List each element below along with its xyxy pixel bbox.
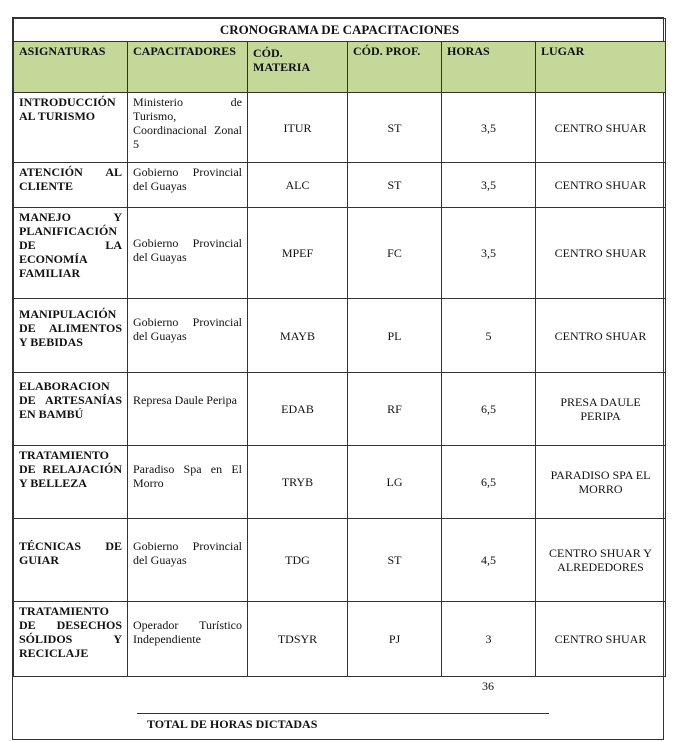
cell-lugar: CENTRO SHUAR [536, 208, 666, 299]
cell-lugar: PRESA DAULE PERIPA [536, 373, 666, 446]
cell-horas: 3,5 [442, 163, 536, 208]
table-row [14, 602, 666, 677]
cell-cod-materia: TDG [248, 519, 348, 602]
cell-horas: 3 [442, 602, 536, 677]
cell-asignatura: MANEJO Y PLANIFICACIÓN DE LA ECONOMÍA FAMILIAR [14, 208, 128, 299]
total-hours-value: 36 [482, 679, 494, 693]
table-row [14, 519, 666, 602]
column-header-cod-materia: CÓD. MATERIA [248, 42, 348, 93]
cell-capacitador: Paradiso Spa en El Morro [128, 446, 248, 519]
cell-lugar: CENTRO SHUAR [536, 93, 666, 163]
cell-cod-prof: ST [348, 163, 442, 208]
total-hours-label: TOTAL DE HORAS DICTADAS [147, 717, 318, 731]
cell-cod-prof: ST [348, 93, 442, 163]
cell-asignatura: ATENCIÓN AL CLIENTE [14, 163, 128, 208]
cell-capacitador: Represa Daule Peripa [128, 373, 248, 446]
table-row [14, 163, 666, 208]
cell-cod-materia: TDSYR [248, 602, 348, 677]
cell-cod-materia: EDAB [248, 373, 348, 446]
cell-lugar: CENTRO SHUAR Y ALREDEDORES [536, 519, 666, 602]
table-row [14, 208, 666, 299]
cell-horas: 4,5 [442, 519, 536, 602]
cell-cod-materia: TRYB [248, 446, 348, 519]
cell-cod-materia: MAYB [248, 299, 348, 373]
column-header-asignaturas: ASIGNATURAS [14, 42, 128, 93]
cell-capacitador: Gobierno Provincial del Guayas [128, 299, 248, 373]
cell-horas: 5 [442, 299, 536, 373]
cell-cod-prof: RF [348, 373, 442, 446]
column-header-horas: HORAS [442, 42, 536, 93]
cell-asignatura: INTRODUCCIÓN AL TURISMO [14, 93, 128, 163]
cell-horas: 6,5 [442, 373, 536, 446]
table-row [14, 93, 666, 163]
cell-cod-prof: FC [348, 208, 442, 299]
cell-cod-prof: ST [348, 519, 442, 602]
cell-asignatura: MANIPULACIÓN DE ALIMENTOS Y BEBIDAS [14, 299, 128, 373]
cell-capacitador: Ministerio de Turismo, Coordinacional Zonal 5 [128, 93, 248, 163]
column-header-cod-prof: CÓD. PROF. [348, 42, 442, 93]
column-header-lugar: LUGAR [536, 42, 666, 93]
table-row [14, 446, 666, 519]
document-title: CRONOGRAMA DE CAPACITACIONES [14, 19, 666, 42]
header-row [14, 42, 666, 93]
cell-horas: 3,5 [442, 93, 536, 163]
cell-capacitador: Gobierno Provincial del Guayas [128, 519, 248, 602]
cell-capacitador: Gobierno Provincial del Guayas [128, 163, 248, 208]
cell-capacitador: Gobierno Provincial del Guayas [128, 208, 248, 299]
schedule-table [13, 18, 666, 677]
column-header-capacitadores: CAPACITADORES [128, 42, 248, 93]
cell-capacitador: Operador Turístico Independiente [128, 602, 248, 677]
table-row [14, 299, 666, 373]
cell-asignatura: TRATAMIENTO DE RELAJACIÓN Y BELLEZA [14, 446, 128, 519]
cell-asignatura: ELABORACION DE ARTESANÍAS EN BAMBÚ [14, 373, 128, 446]
cell-asignatura: TRATAMIENTO DE DESECHOS SÓLIDOS Y RECICLAJE [14, 602, 128, 677]
cell-lugar: CENTRO SHUAR [536, 602, 666, 677]
cell-lugar: CENTRO SHUAR [536, 163, 666, 208]
cell-cod-materia: ALC [248, 163, 348, 208]
cell-asignatura: TÉCNICAS DE GUIAR [14, 519, 128, 602]
cell-cod-prof: LG [348, 446, 442, 519]
cell-cod-prof: PJ [348, 602, 442, 677]
table-row [14, 373, 666, 446]
cell-horas: 3,5 [442, 208, 536, 299]
cell-cod-materia: ITUR [248, 93, 348, 163]
cell-lugar: CENTRO SHUAR [536, 299, 666, 373]
cell-cod-prof: PL [348, 299, 442, 373]
schedule-document [12, 17, 664, 740]
cell-lugar: PARADISO SPA EL MORRO [536, 446, 666, 519]
cell-cod-materia: MPEF [248, 208, 348, 299]
total-divider [137, 713, 549, 714]
cell-horas: 6,5 [442, 446, 536, 519]
